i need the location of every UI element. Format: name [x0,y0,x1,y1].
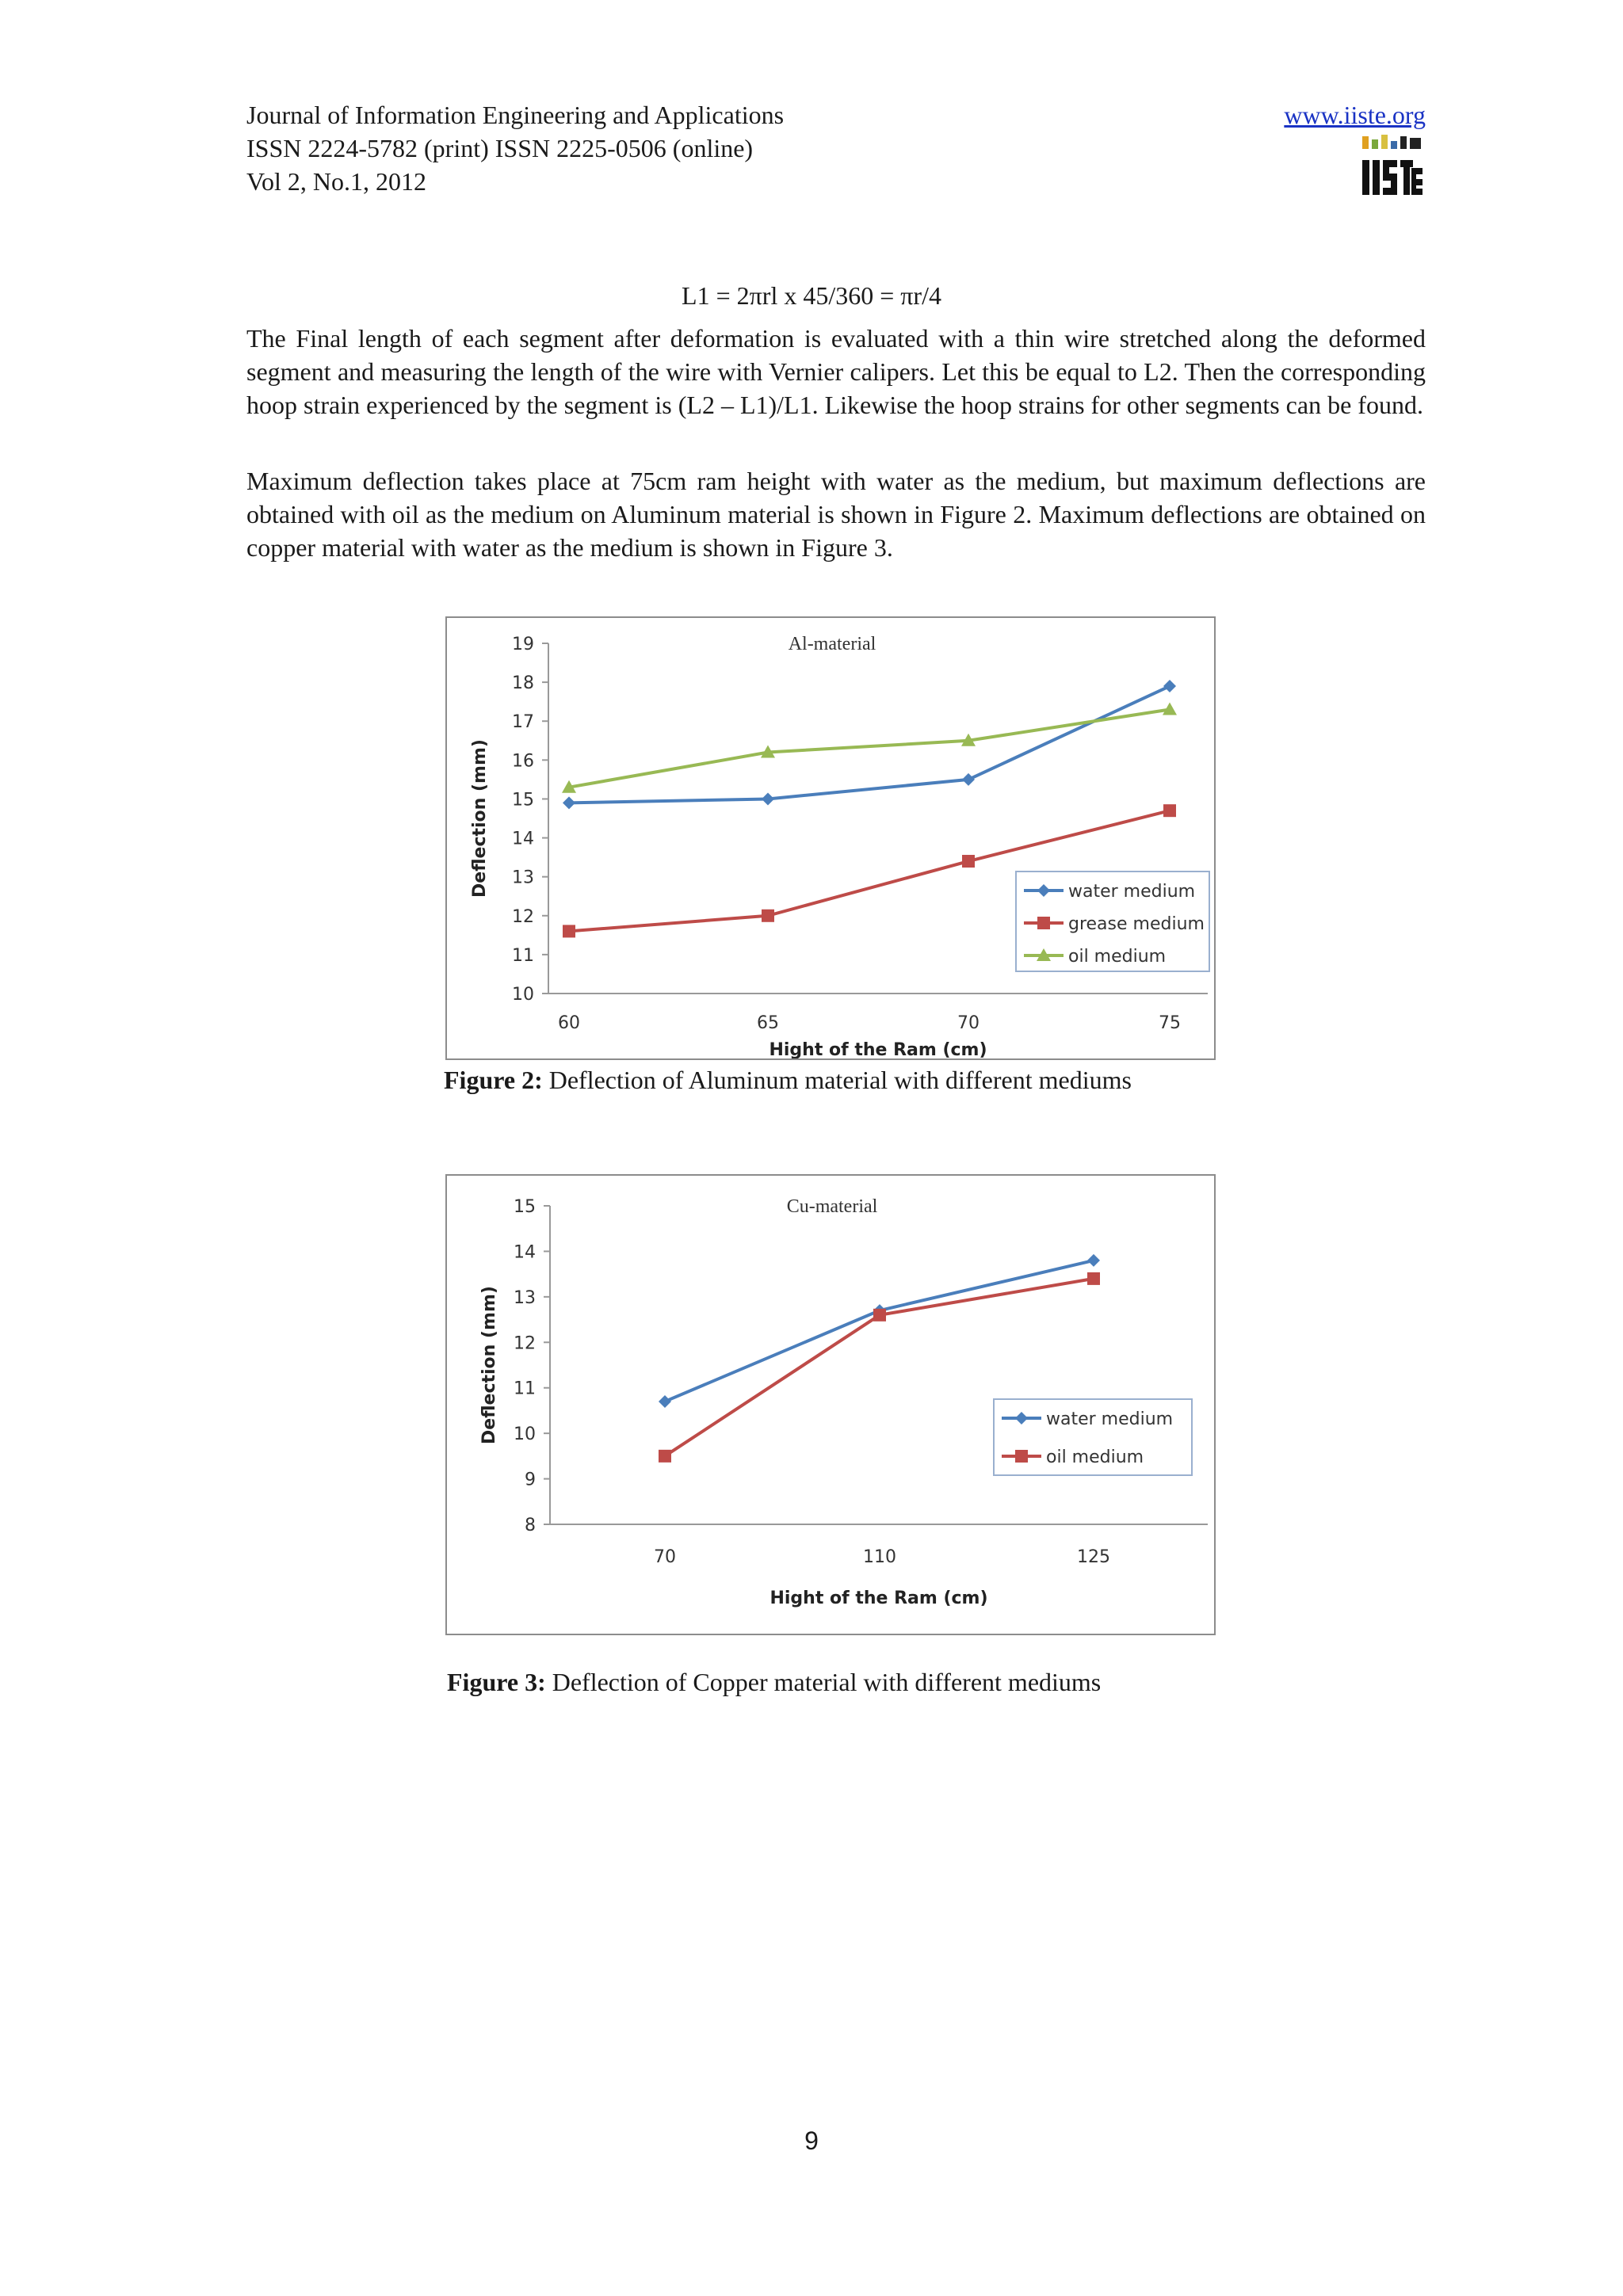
x-tick-label: 70 [654,1547,676,1567]
x-tick-label: 125 [1077,1547,1110,1567]
y-tick-label: 11 [514,1379,536,1399]
figure-3-label: Figure 3: [447,1668,546,1696]
data-point-grease-medium [762,910,774,922]
data-point-oil-medium [1087,1272,1100,1285]
journal-name: Journal of Information Engineering and Applications [246,101,785,129]
y-tick-label: 16 [512,751,534,772]
y-tick-label: 19 [512,635,534,654]
y-tick-label: 9 [525,1470,536,1490]
volume-line: Vol 2, No.1, 2012 [246,167,426,196]
x-tick-label: 60 [558,1013,580,1033]
issn-line: ISSN 2224-5782 (print) ISSN 2225-0506 (online) [246,134,754,162]
x-tick-label: 110 [863,1547,896,1567]
legend-swatch-marker [1037,917,1050,929]
x-tick-label: 65 [757,1013,779,1033]
x-tick-label: 70 [957,1013,980,1033]
iiste-logo-icon [1359,133,1426,200]
data-point-water-medium [563,796,575,809]
series-line-water-medium [665,1261,1094,1402]
legend-swatch-marker [1015,1450,1028,1463]
y-tick-label: 13 [514,1287,536,1308]
y-tick-label: 12 [512,906,534,927]
body-paragraph-2: Maximum deflection takes place at 75cm ram height with water as the medium, but maximum deflections are obtained with oil as the medium on Aluminum material is shown in Figure 2. Maximum deflections are obtained on copper material with water as the medium is shown in Figure 3. [246,467,1426,562]
legend-entry: oil medium [1046,1447,1144,1467]
y-tick-label: 15 [512,790,534,810]
y-tick-label: 17 [512,712,534,733]
data-point-water-medium [962,773,975,786]
data-point-water-medium [762,792,774,805]
data-point-grease-medium [1163,804,1176,817]
legend-entry: water medium [1068,882,1196,902]
y-tick-label: 14 [512,829,534,849]
figure-2-chart [445,616,1216,1060]
data-point-oil-medium [659,1450,671,1463]
data-point-oil-medium [873,1309,886,1322]
y-tick-label: 15 [514,1197,536,1217]
figure-2-label: Figure 2: [444,1066,543,1094]
y-tick-label: 13 [512,868,534,888]
data-point-water-medium [1163,680,1176,692]
data-point-grease-medium [962,855,975,868]
legend-entry: oil medium [1068,947,1167,967]
y-tick-label: 14 [514,1242,536,1263]
y-tick-label: 11 [512,945,534,966]
page-header [246,98,1426,198]
y-tick-label: 10 [514,1425,536,1445]
figure-3-chart [445,1174,1216,1635]
chart-title: Al-material [788,634,876,654]
cu-material-line-chart [447,1176,1214,1634]
data-point-water-medium [1087,1254,1100,1267]
x-tick-label: 75 [1159,1013,1181,1033]
data-point-grease-medium [563,925,575,937]
x-axis-label: Hight of the Ram (cm) [769,1589,988,1608]
figure-3-caption [447,1665,1101,1699]
legend-entry: water medium [1046,1409,1174,1429]
y-axis-label: Deflection (mm) [470,739,490,898]
y-tick-label: 10 [512,985,534,1005]
figure-2-caption [444,1063,1132,1097]
body-paragraph-1: The Final length of each segment after deformation is evaluated with a thin wire stretched along the deformed segment and measuring the length of the wire with Vernier calipers. Let this be equal to L2. Then the corresponding hoop strain experienced by the segment is (L2 – L1)/L1. Likewise the hoop strains for other segments can be found. [246,324,1426,419]
al-material-line-chart [447,618,1214,1058]
x-axis-label: Hight of the Ram (cm) [769,1040,987,1058]
series-line-water-medium [569,686,1170,803]
chart-title: Cu-material [786,1196,878,1217]
figure-2-caption-text: Deflection of Aluminum material with different mediums [548,1066,1132,1094]
y-tick-label: 18 [512,673,534,694]
y-axis-label: Deflection (mm) [479,1286,499,1444]
website-link[interactable]: www.iiste.org [1284,101,1426,129]
formula: L1 = 2πrl x 45/360 = πr/4 [682,281,941,310]
legend-entry: grease medium [1068,914,1205,934]
y-tick-label: 12 [514,1333,536,1354]
y-tick-label: 8 [525,1516,536,1535]
page-number: 9 [804,2126,819,2155]
figure-3-caption-text: Deflection of Copper material with different mediums [552,1668,1102,1696]
series-line-oil-medium [569,709,1170,787]
data-point-water-medium [659,1395,671,1408]
